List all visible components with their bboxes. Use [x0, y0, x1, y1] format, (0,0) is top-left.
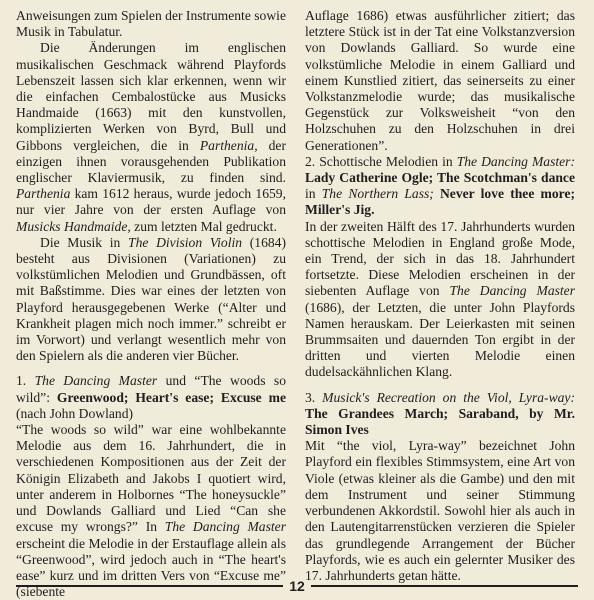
right-column: [305, 8, 575, 584]
section-heading: 1. The Dancing Master und “The woods so wild”: Greenwood; Heart's ease; Excuse me (nach John Dowland): [16, 373, 287, 421]
paragraph: Anweisungen zum Spielen der Instrumente sowie Musik in Tabulatur.: [16, 8, 286, 40]
section-heading: 3. Musick's Recreation on the Viol, Lyra-way: The Grandees March; Saraband, by Mr. Simon Ives: [305, 389, 575, 438]
paragraph: Die Musik in The Division Violin (1684) besteht aus Divisionen (Variationen) zu volkstümlichen Melodien und Grundbässen, oft mit Baßstimme. Dies war eines der letzten von Playford herausgegebenen Werke (“Alter und Krankheit plagen mich noch immer.” schreibt er im Vorwort) und verlangt wesentlich mehr von den Spielern als die anderen vier Bücher.: [16, 234, 286, 364]
section-heading: 2. Schottische Melodien in The Dancing Master: Lady Catherine Ogle; The Scotchman's dance in The Northern Lass; Never love thee more; Miller's Jig.: [305, 153, 576, 218]
paragraph: Mit “the viol, Lyra-way” bezeichnet John Playford ein flexibles Stimmsystem, eine Art von Viole (etwas kleiner als die Gambe) und den mit dem Instrument und seiner Stimmung verbundenen Akkordstil. Sowohl hier als auch in den Lautengitarrenstücken verzieren die Spieler das grundlegende Arrangement der Bücher Playfords, wie es auch ein gelernter Musiker des 17. Jahrhunderts getan hätte.: [305, 438, 575, 583]
page-number: 12: [289, 578, 305, 594]
footer-rule-left: [16, 585, 283, 587]
paragraph: Die Änderungen im englischen musikalischen Geschmack während Playfords Lebenszeit lassen sich klar erkennen, wenn wir die einfachen Cembalostücke aus Musicks Handmaide (1663) mit den kunstvollen, komplizierten Werken von Byrd, Bull und Gibbons vergleichen, die in Parthenia, der einzigen ihnen vorausgehenden Publikation englischer Klaviermusik, zu finden sind. Parthenia kam 1612 heraus, wurde jedoch 1659, nur vier Jahre von der ersten Auflage von Musicks Handmaide, zum letzten Mal gedruckt.: [16, 40, 286, 234]
paragraph: “The woods so wild” war eine wohlbekannte Melodie aus dem 16. Jahrhundert, die in verschiedenen Kompositionen aus der Zeit der Königin Elizabeth and Jakobs I quotiert wird, unter anderem in Holbornes “The honeysuckle” und Dowlands Galliard und Lied “Can she excuse my wrongs?” In The Dancing Master erscheint die Melodie in der Erstauflage allein als “Greenwood”, wird jedoch auch in “The heart's ease” kurz und im dritten Vers von “Excuse me” (siebente: [16, 422, 286, 600]
left-column: [16, 8, 286, 600]
footer-rule-right: [311, 585, 578, 587]
paragraph: Auflage 1686) etwas ausführlicher zitiert; das letztere Stück ist in der Tat eine Volkstanzversion von Dowlands Galliard. So wurde eine volkstümliche Melodie in einem Galliard und einem Kunstlied zitiert, das seinerseits zu einer Volkstanzmelodie wurde; das musikalische Gegenstück zur Volksweisheit “von den Holzschuhen zu den Holzschuhen in drei Generationen”.: [305, 8, 575, 153]
paragraph: In der zweiten Hälft des 17. Jahrhunderts wurden schottische Melodien in England große Mode, ein Trend, der sich in das 18. Jahrhundert fortsetzte. Diese Melodien erscheinen in der siebenten Auflage von The Dancing Master (1686), der Letzten, die unter John Playfords Namen herauskam. Der Leierkasten mit seinen Brummsaiten und dauernden Ton ergibt in der dritten und vierten Melodie einen dudelsackähnlichen Klang.: [305, 218, 576, 380]
footer: [16, 576, 578, 596]
